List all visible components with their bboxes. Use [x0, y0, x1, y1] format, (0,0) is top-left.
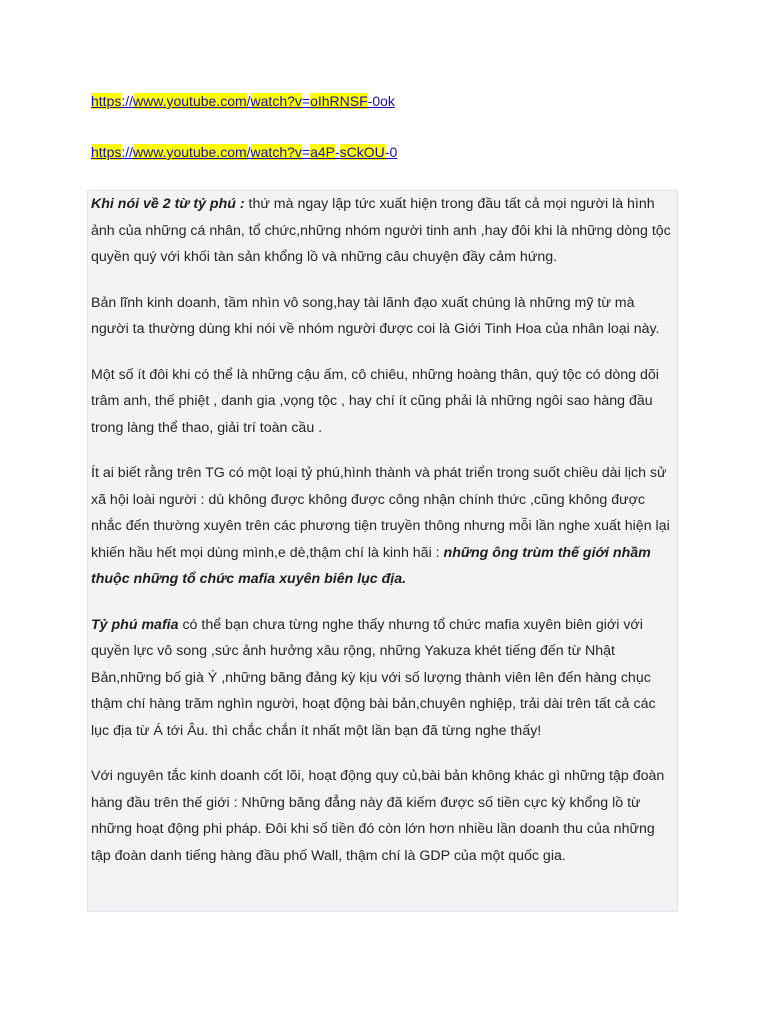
- paragraph-emphasis: những ông trùm thế giới nhầm thuộc những tổ chức mafia xuyên biên lục địa.: [91, 544, 651, 587]
- article-text-block: [87, 190, 678, 912]
- link-segment[interactable]: www.youtube.com: [133, 93, 247, 109]
- paragraph-6: [91, 763, 673, 869]
- link-segment[interactable]: oIhRNSF: [310, 93, 368, 109]
- link-segment[interactable]: watch?v: [250, 144, 302, 160]
- link-segment[interactable]: =: [301, 144, 311, 160]
- paragraph-1: [91, 191, 673, 271]
- paragraph-body: Với nguyên tắc kinh doanh cốt lõi, hoạt động quy củ,bài bản không khác gì những tập đoàn hàng đầu trên thế giới : Những băng đẳng này đã kiếm được số tiền cực kỳ khổng lồ từ những hoạt động phi pháp. Đôi khi số tiền đó còn lớn hơn nhiều lần doanh thu của những tập đoàn danh tiếng hàng đầu phố Wall, thậm chí là GDP của một quốc gia.: [91, 768, 665, 864]
- link-segment[interactable]: ://: [121, 144, 134, 160]
- paragraph-lead: Tỷ phú mafia: [91, 616, 179, 633]
- link-segment[interactable]: -0: [384, 144, 398, 160]
- paragraph-body: Một số ít đôi khi có thể là những cậu ấm, cô chiêu, những hoàng thân, quý tộc có dòng dõi trâm anh, thế phiệt , danh gia ,vọng tộc , hay chí ít cũng phải là những ngôi sao hàng đầu trong làng thể thao, giải trí toàn cầu .: [91, 366, 659, 436]
- youtube-link-2[interactable]: [91, 143, 397, 161]
- link-segment[interactable]: =: [301, 93, 311, 109]
- link-segment[interactable]: www.youtube.com: [133, 144, 247, 160]
- paragraph-body: Ít ai biết rằng trên TG có một loại tỷ phú,hình thành và phát triển trong suốt chiều dài lịch sử xã hội loài người : dù không được không được công nhận chính thức ,cũng không được nhắc đến thường xuyên trên các phương tiện truyền thông nhưng mỗi lần nghe xuất hiện lại khiến hầu hết mọi dùng mình,e dè,thậm chí là kinh hãi :: [91, 465, 670, 561]
- link-segment[interactable]: -: [335, 144, 340, 160]
- link-segment[interactable]: sCkOU: [339, 144, 385, 160]
- paragraph-3: [91, 362, 673, 442]
- link-segment[interactable]: https: [91, 144, 122, 160]
- link-segment[interactable]: watch?v: [250, 93, 302, 109]
- paragraph-lead: Khi nói về 2 từ tỷ phú :: [91, 196, 245, 212]
- paragraph-4: [91, 460, 673, 593]
- youtube-link-1[interactable]: [91, 92, 395, 110]
- link-segment[interactable]: -0ok: [367, 93, 395, 109]
- paragraph-body: Bản lĩnh kinh doanh, tầm nhìn vô song,hay tài lãnh đạo xuất chúng là những mỹ từ mà người ta thường dùng khi nói về nhóm người được coi là Giới Tinh Hoa của nhân loại này.: [91, 294, 660, 337]
- paragraph-5: [91, 612, 673, 745]
- link-segment[interactable]: /: [246, 144, 251, 160]
- paragraph-body: có thể bạn chưa từng nghe thấy nhưng tổ chức mafia xuyên biên giới với quyền lực vô song ,sức ảnh hưởng xâu rộng, những Yakuza khét tiếng đến từ Nhật Bản,những bố già Ý ,những băng đảng kỳ kịu với số lượng thành viên lên đến hàng chục thậm chí hàng trăm nghìn người, hoạt động bài bản,chuyên nghiệp, trải dài trên tất cả các lục địa từ Á tới Âu. thì chắc chắn ít nhất một lần bạn đã từng nghe thấy!: [91, 616, 656, 739]
- link-segment[interactable]: https: [91, 93, 122, 109]
- paragraph-2: [91, 290, 673, 343]
- link-segment[interactable]: a4P: [310, 144, 335, 160]
- paragraph-body: thứ mà ngay lập tức xuất hiện trong đầu tất cả mọi người là hình ảnh của những cá nhân, tổ chức,những nhóm người tinh anh ,hay đôi khi là những dòng tộc quyền quý với khối tàn sản khổng lồ và những câu chuyện đầy cảm hứng.: [91, 196, 671, 265]
- link-segment[interactable]: /: [246, 93, 251, 109]
- link-segment[interactable]: ://: [121, 93, 134, 109]
